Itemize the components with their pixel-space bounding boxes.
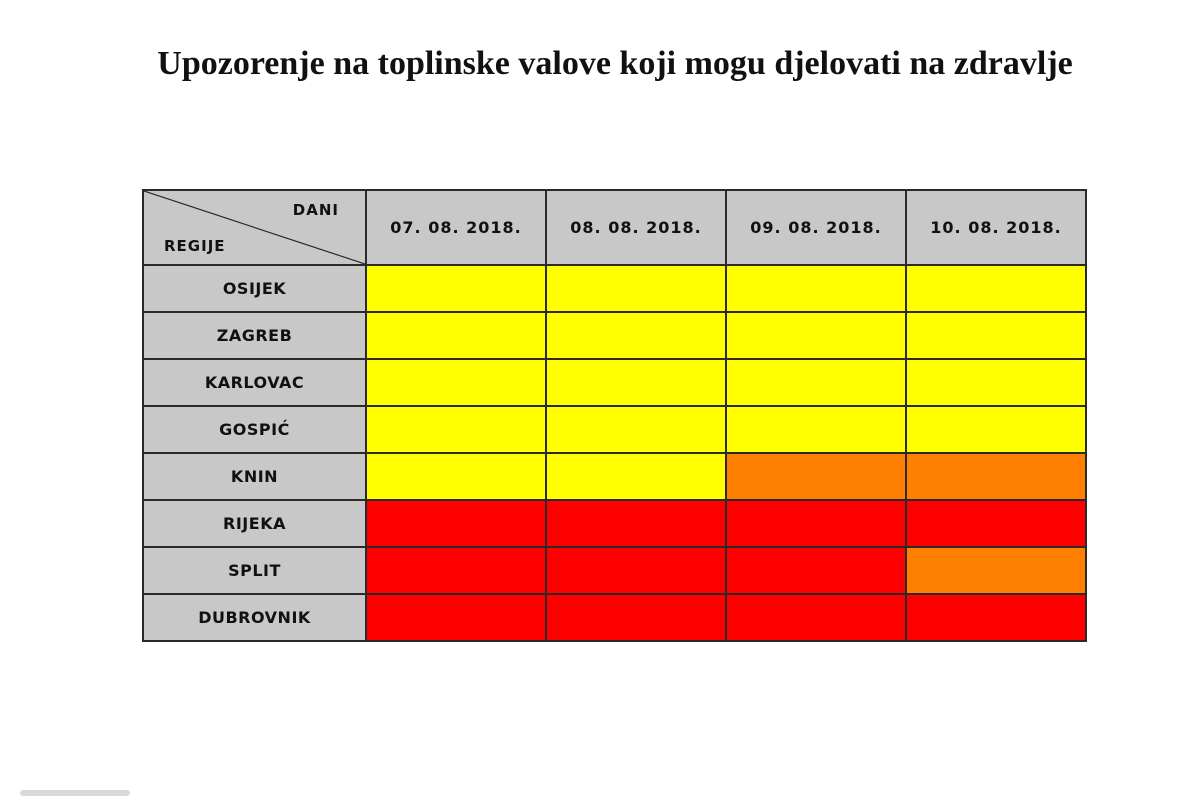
- heat-warning-table: [142, 189, 1087, 642]
- warning-cell-red: [906, 500, 1086, 547]
- date-header: 08. 08. 2018.: [546, 190, 726, 265]
- date-header: 10. 08. 2018.: [906, 190, 1086, 265]
- warning-cell-red: [366, 594, 546, 641]
- warning-cell-yellow: [546, 265, 726, 312]
- warning-cell-red: [726, 594, 906, 641]
- warning-cell-orange: [906, 453, 1086, 500]
- warning-cell-yellow: [546, 312, 726, 359]
- table-row: [143, 359, 1086, 406]
- warning-cell-yellow: [366, 312, 546, 359]
- region-label: KARLOVAC: [143, 359, 366, 406]
- table-row: [143, 312, 1086, 359]
- table-row: [143, 500, 1086, 547]
- warning-cell-yellow: [366, 359, 546, 406]
- warning-cell-red: [546, 500, 726, 547]
- warning-cell-red: [366, 547, 546, 594]
- columns-axis-label: DANI: [292, 201, 339, 219]
- page-title: Upozorenje na toplinske valove koji mogu djelovati na zdravlje: [157, 45, 1073, 82]
- warning-cell-yellow: [726, 312, 906, 359]
- footer-fragment: [20, 790, 130, 796]
- warning-cell-yellow: [366, 406, 546, 453]
- region-label: GOSPIĆ: [143, 406, 366, 453]
- warning-cell-red: [906, 594, 1086, 641]
- region-label: OSIJEK: [143, 265, 366, 312]
- warning-cell-yellow: [906, 312, 1086, 359]
- date-header: 09. 08. 2018.: [726, 190, 906, 265]
- warning-cell-yellow: [726, 265, 906, 312]
- date-header: 07. 08. 2018.: [366, 190, 546, 265]
- region-label: RIJEKA: [143, 500, 366, 547]
- table-header-row: [143, 190, 1086, 265]
- rows-axis-label: REGIJE: [164, 237, 226, 255]
- region-label: KNIN: [143, 453, 366, 500]
- region-label: SPLIT: [143, 547, 366, 594]
- table-row: [143, 547, 1086, 594]
- table-row: [143, 406, 1086, 453]
- warning-cell-red: [726, 500, 906, 547]
- warning-cell-orange: [906, 547, 1086, 594]
- table-row: [143, 453, 1086, 500]
- warning-cell-yellow: [546, 406, 726, 453]
- table-row: [143, 594, 1086, 641]
- region-label: ZAGREB: [143, 312, 366, 359]
- warning-cell-yellow: [906, 265, 1086, 312]
- warning-cell-yellow: [366, 453, 546, 500]
- warning-cell-yellow: [546, 453, 726, 500]
- warning-cell-orange: [726, 453, 906, 500]
- warning-cell-red: [726, 547, 906, 594]
- warning-cell-yellow: [906, 406, 1086, 453]
- warning-cell-red: [546, 594, 726, 641]
- warning-cell-yellow: [726, 359, 906, 406]
- table-body: [143, 265, 1086, 641]
- warning-cell-yellow: [906, 359, 1086, 406]
- table-row: [143, 265, 1086, 312]
- region-label: DUBROVNIK: [143, 594, 366, 641]
- warning-cell-red: [366, 500, 546, 547]
- warning-cell-red: [546, 547, 726, 594]
- warning-cell-yellow: [726, 406, 906, 453]
- warning-cell-yellow: [546, 359, 726, 406]
- warning-cell-yellow: [366, 265, 546, 312]
- corner-header-cell: [143, 190, 366, 265]
